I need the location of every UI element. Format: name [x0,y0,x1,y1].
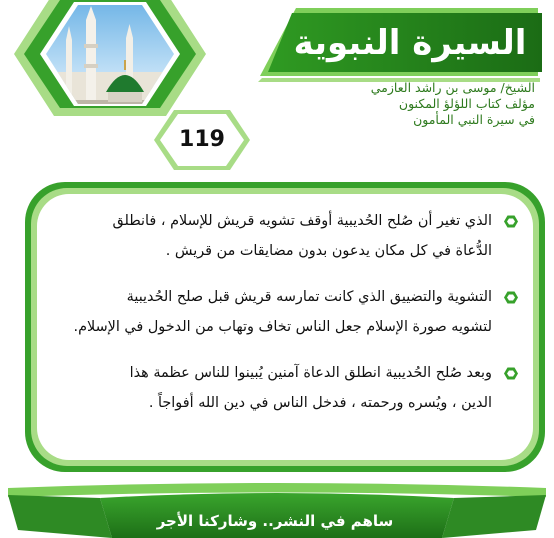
hexagon-bullet-icon [504,215,518,228]
author-info [300,80,535,128]
episode-number: 119 [179,127,225,152]
author-book: مؤلف كتاب اللؤلؤ المكنون [398,96,535,111]
hexagon-bullet-icon [504,367,518,380]
hexagon-bullet-icon [504,291,518,304]
paragraph-line: التشوية والتضييق الذي كانت تمارسه قريش قبل صلح الحُديبية [126,289,492,305]
content-text [58,204,518,418]
author-book-subtitle: في سيرة النبي المأمون [413,112,535,127]
page-title: السيرة النبوية [293,23,527,63]
paragraph-line: الدين ، ويُسره ورحمته ، فدخل الناس في دين الله أفواجاً . [148,395,492,411]
paragraph [58,358,518,418]
paragraph [58,282,518,342]
paragraph [58,206,518,266]
paragraph-line: الدُّعاة في كل مكان يدعون بدون مضايقات من قريش . [165,243,492,259]
author-name: الشيخ/ موسى بن راشد العازمي [370,80,535,95]
footer-share-text: ساهم في النشر.. وشاركنا الأجر [156,512,394,530]
paragraph-line: وبعد صُلح الحُديبية انطلق الدعاة آمنين يُبينوا للناس عظمة هذا [129,365,492,381]
paragraph-line: لتشويه صورة الإسلام جعل الناس تخاف وتهاب من الدخول في الإسلام. [73,319,492,335]
paragraph-line: الذي تغير أن صُلح الحُديبية أوقف تشويه قريش للإسلام ، فانطلق [112,213,492,229]
